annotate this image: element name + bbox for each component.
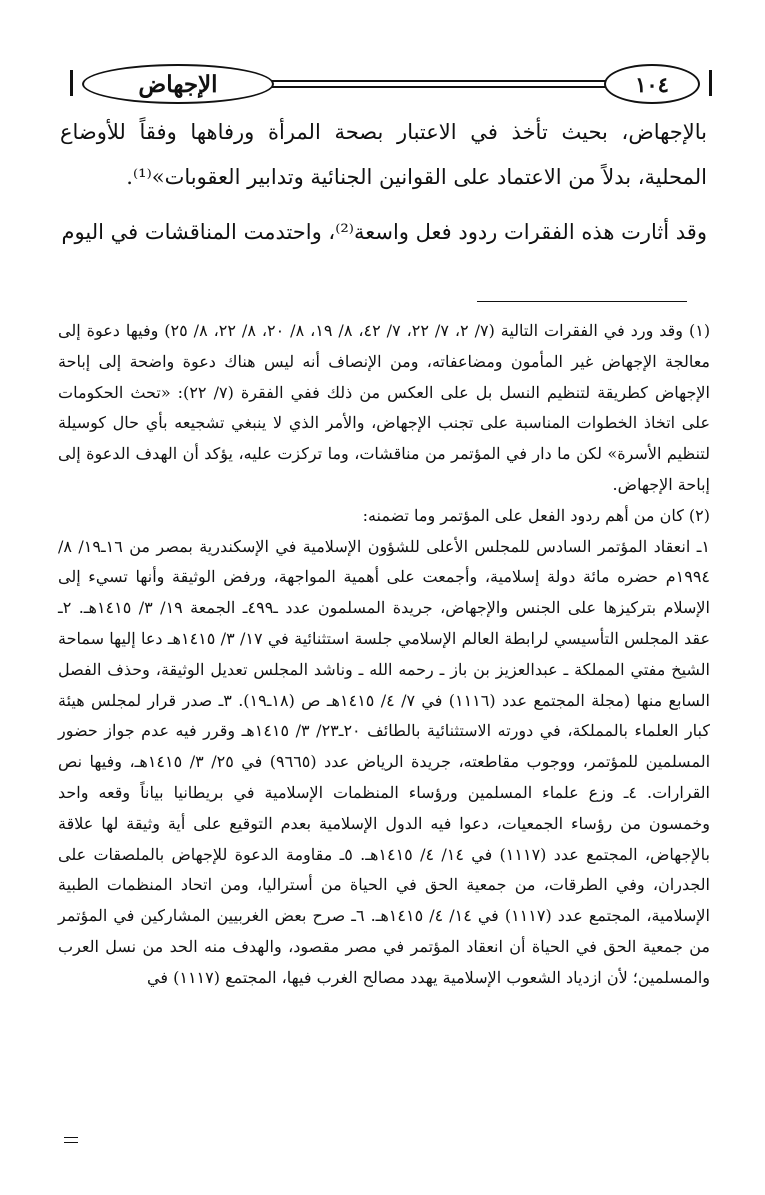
continuation-mark [64,1137,78,1147]
footnotes [58,316,710,994]
paragraph: بالإجهاض، بحيث تأخذ في الاعتبار بصحة المرأة ورفاهها وفقاً للأوضاع المحلية، بدلاً من الاعتماد على القوانين الجنائية وتدابير العقوبات»⁽¹⁾. [60,120,707,189]
page-header [40,58,720,108]
chapter-title: الإجهاض [82,64,274,104]
footnote-2-intro: (٢) كان من أهم ردود الفعل على المؤتمر وما تضمنه: [362,505,710,525]
footnote-separator [477,301,687,302]
header-end-mark [709,70,712,96]
footnote-2-body: ١ـ انعقاد المؤتمر السادس للمجلس الأعلى للشؤون الإسلامية في الإسكندرية بمصر من ١٦ـ١٩/ ٨/ ١٩٩٤م حضره مائة دولة إسلامية، وأجمعت على أهمية المواجهة، ورفض الوثيقة وأنها تسيء إلى الإسلام بتركيزها على الجنس والإجهاض، جريدة المسلمون عدد ـ٤٩٩ـ الجمعة ١٩/ ٣/ ١٤١٥هـ. ٢ـ عقد المجلس التأسيسي لرابطة العالم الإسلامي جلسة استثنائية في ١٧/ ٣/ ١٤١٥هـ دعا إليها سماحة الشيخ مفتي المملكة ـ عبدالعزيز بن باز ـ رحمه الله ـ وناشد المجلس تعديل الوثيقة، وحذف الفصل السابع منها (مجلة المجتمع عدد (١١١٦) في ٧/ ٤/ ١٤١٥هـ ص (١٨ـ١٩). ٣ـ صدر قرار لمجلس هيئة كبار العلماء بالمملكة، في دورته الاستثنائية بالطائف ٢٠ـ٢٣/ ٣/ ١٤١٥هـ وقرر فيه عدم جواز حضور المسلمين للمؤتمر، ووجوب مقاطعته، جريدة الرياض عدد (٩٦٦٥) في ٢٥/ ٣/ ١٤١٥هـ، وفيها نص القرارات. ٤ـ وزع علماء المسلمين ورؤساء المنظمات الإسلامية في بريطانيا بياناً وقعه واحد وخمسون من رؤساء الجمعيات، دعوا فيه الدول الإسلامية بعدم التوقيع على أية وثيقة لها علاقة بالإجهاض، المجتمع عدد (١١١٧) في ١٤/ ٤/ ١٤١٥هـ. ٥ـ مقاومة الدعوة للإجهاض بالملصقات على الجدران، وفي الطرقات، من جمعية الحق في الحياة من أستراليا، ومن اتحاد المنظمات الطبية الإسلامية، المجتمع عدد (١١١٧) في ١٤/ ٤/ ١٤١٥هـ. ٦ـ صرح بعض الغربيين المشاركين في المؤتمر من جمعية الحق في الحياة أن انعقاد المؤتمر في مصر مقصود، والهدف منه الحد من نسل العرب والمسلمين؛ لأن ازدياد الشعوب الإسلامية يهدد مصالح الغرب فيها، المجتمع (١١١٧) في [58,536,711,987]
footnote-1: (١) وقد ورد في الفقرات التالية (٧/ ٢، ٧/ ٢٢، ٧/ ٤٢، ٨/ ١٩، ٨/ ٢٠، ٨/ ٢٢، ٨/ ٢٥) وفيها دعوة إلى معالجة الإجهاض غير المأمون ومضاعفاته، ومن الإنصاف أنه ليس هناك دعوة واضحة إلى إباحة الإجهاض كطريقة لتنظيم النسل بل على العكس من ذلك ففي الفقرة (٧/ ٢٢): «تحث الحكومات على اتخاذ الخطوات المناسبة على تجنب الإجهاض، والأمر الذي لا ينبغي تشجيعه بأي حال كوسيلة لتنظيم الأسرة» لكن ما دار في المؤتمر من مناقشات، وما تركزت عليه، يؤكد أن الهدف الدعوة إلى إباحة الإجهاض. [58,321,711,494]
paragraph: وقد أثارت هذه الفقرات ردود فعل واسعة⁽²⁾، واحتدمت المناقشات في اليوم [61,220,707,244]
page-number: ١٠٤ [604,64,700,104]
header-end-mark [70,70,73,96]
main-text [60,110,707,265]
